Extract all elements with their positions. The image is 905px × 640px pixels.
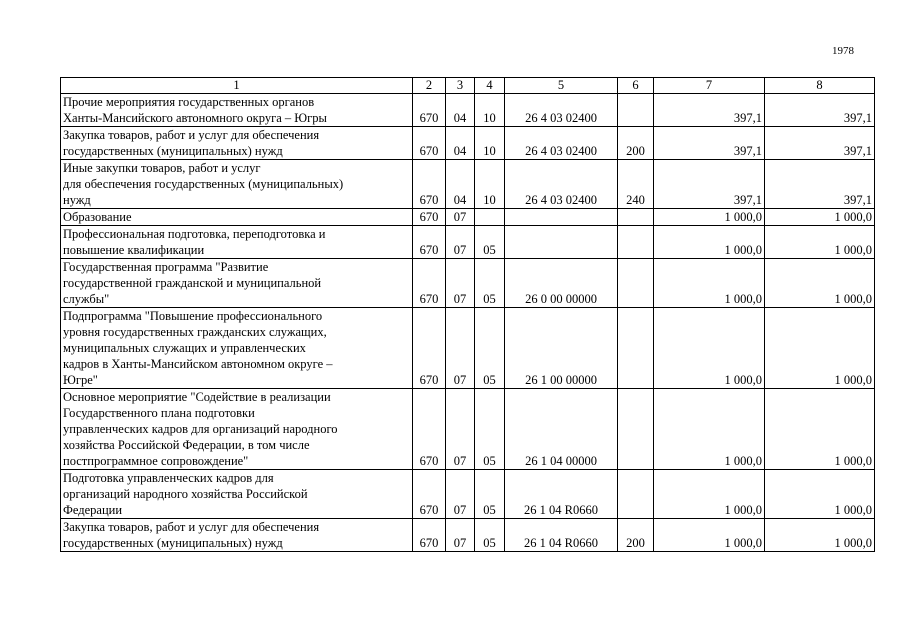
cell-name-line: Прочие мероприятия государственных органов (63, 95, 315, 109)
cell-subsection: 05 (475, 389, 505, 470)
cell-name-line: повышение квалификации (63, 243, 205, 257)
cell-target-article: 26 1 04 R0660 (505, 519, 618, 552)
cell-amount-1: 1 000,0 (654, 389, 765, 470)
cell-ved: 670 (413, 94, 446, 127)
cell-amount-2: 1 000,0 (765, 389, 875, 470)
table-row (61, 259, 875, 308)
cell-expense-type (618, 308, 654, 389)
cell-name-line: кадров в Ханты-Мансийском автономном округе – (63, 357, 333, 371)
cell-name-line: государственных (муниципальных) нужд (63, 536, 283, 550)
cell-amount-2: 397,1 (765, 94, 875, 127)
cell-ved: 670 (413, 470, 446, 519)
cell-name-line: Подпрограмма "Повышение профессионального (63, 309, 323, 323)
table-header-row (61, 78, 875, 94)
cell-amount-2: 1 000,0 (765, 470, 875, 519)
cell-expense-type (618, 470, 654, 519)
cell-name (61, 226, 413, 259)
cell-amount-2: 1 000,0 (765, 308, 875, 389)
cell-section: 07 (446, 308, 475, 389)
cell-amount-2: 397,1 (765, 127, 875, 160)
cell-amount-2: 1 000,0 (765, 519, 875, 552)
cell-target-article (505, 226, 618, 259)
cell-name-line: Федерации (63, 503, 123, 517)
cell-name-line: государственных (муниципальных) нужд (63, 144, 283, 158)
cell-name-line: постпрограммное сопровождение" (63, 454, 249, 468)
cell-expense-type: 200 (618, 127, 654, 160)
cell-ved: 670 (413, 209, 446, 226)
cell-name-line: Ханты-Мансийского автономного округа – Югры (63, 111, 327, 125)
cell-target-article: 26 4 03 02400 (505, 127, 618, 160)
cell-name-line: нужд (63, 193, 91, 207)
cell-amount-1: 397,1 (654, 127, 765, 160)
cell-amount-1: 1 000,0 (654, 519, 765, 552)
cell-amount-2: 397,1 (765, 160, 875, 209)
cell-amount-1: 1 000,0 (654, 470, 765, 519)
cell-amount-2: 1 000,0 (765, 259, 875, 308)
column-header: 3 (446, 78, 475, 94)
cell-name-line: Югре" (63, 373, 98, 387)
cell-subsection: 05 (475, 470, 505, 519)
table-row (61, 226, 875, 259)
cell-target-article: 26 4 03 02400 (505, 94, 618, 127)
column-header: 7 (654, 78, 765, 94)
cell-ved: 670 (413, 226, 446, 259)
cell-name-line: хозяйства Российской Федерации, в том числе (63, 438, 310, 452)
column-header: 8 (765, 78, 875, 94)
cell-section: 07 (446, 209, 475, 226)
cell-expense-type: 240 (618, 160, 654, 209)
cell-target-article (505, 209, 618, 226)
table-row (61, 160, 875, 209)
cell-name-line: Подготовка управленческих кадров для (63, 471, 274, 485)
table-row (61, 127, 875, 160)
cell-expense-type: 200 (618, 519, 654, 552)
cell-name (61, 94, 413, 127)
cell-amount-1: 1 000,0 (654, 209, 765, 226)
cell-target-article: 26 1 00 00000 (505, 308, 618, 389)
cell-subsection: 10 (475, 160, 505, 209)
cell-expense-type (618, 209, 654, 226)
cell-name-line: муниципальных служащих и управленческих (63, 341, 306, 355)
table-row (61, 389, 875, 470)
cell-expense-type (618, 226, 654, 259)
table-row (61, 94, 875, 127)
cell-name-line: организаций народного хозяйства Российской (63, 487, 308, 501)
cell-amount-1: 397,1 (654, 160, 765, 209)
page-number: 1978 (832, 45, 854, 57)
cell-name-line: Закупка товаров, работ и услуг для обеспечения (63, 128, 320, 142)
cell-expense-type (618, 259, 654, 308)
cell-name-line: Профессиональная подготовка, переподготовка и (63, 227, 326, 241)
cell-ved: 670 (413, 127, 446, 160)
cell-amount-1: 1 000,0 (654, 308, 765, 389)
cell-amount-2: 1 000,0 (765, 226, 875, 259)
cell-name (61, 160, 413, 209)
cell-name (61, 389, 413, 470)
cell-target-article: 26 0 00 00000 (505, 259, 618, 308)
table-row (61, 470, 875, 519)
cell-name (61, 308, 413, 389)
cell-ved: 670 (413, 308, 446, 389)
cell-amount-1: 1 000,0 (654, 259, 765, 308)
cell-ved: 670 (413, 519, 446, 552)
column-header: 6 (618, 78, 654, 94)
cell-expense-type (618, 389, 654, 470)
cell-ved: 670 (413, 389, 446, 470)
cell-target-article: 26 4 03 02400 (505, 160, 618, 209)
cell-subsection: 10 (475, 127, 505, 160)
cell-target-article: 26 1 04 00000 (505, 389, 618, 470)
cell-name-line: Иные закупки товаров, работ и услуг (63, 161, 261, 175)
cell-section: 04 (446, 127, 475, 160)
cell-name-line: Образование (63, 210, 132, 224)
column-header: 5 (505, 78, 618, 94)
cell-section: 04 (446, 94, 475, 127)
cell-name-line: для обеспечения государственных (муниципальных) (63, 177, 344, 191)
column-header: 1 (61, 78, 413, 94)
cell-ved: 670 (413, 259, 446, 308)
cell-name-line: уровня государственных гражданских служащих, (63, 325, 327, 339)
cell-target-article: 26 1 04 R0660 (505, 470, 618, 519)
cell-amount-1: 1 000,0 (654, 226, 765, 259)
cell-section: 07 (446, 259, 475, 308)
cell-amount-2: 1 000,0 (765, 209, 875, 226)
cell-name-line: управленческих кадров для организаций народного (63, 422, 338, 436)
cell-amount-1: 397,1 (654, 94, 765, 127)
cell-subsection: 05 (475, 519, 505, 552)
cell-name (61, 127, 413, 160)
cell-ved: 670 (413, 160, 446, 209)
cell-subsection: 05 (475, 226, 505, 259)
cell-name (61, 259, 413, 308)
column-header: 2 (413, 78, 446, 94)
cell-section: 04 (446, 160, 475, 209)
cell-subsection: 10 (475, 94, 505, 127)
cell-name (61, 209, 413, 226)
cell-section: 07 (446, 226, 475, 259)
cell-name-line: Государственная программа "Развитие (63, 260, 269, 274)
cell-section: 07 (446, 389, 475, 470)
cell-subsection: 05 (475, 308, 505, 389)
cell-name-line: государственной гражданской и муниципальной (63, 276, 322, 290)
cell-name-line: Основное мероприятие "Содействие в реализации (63, 390, 331, 404)
cell-name (61, 519, 413, 552)
cell-section: 07 (446, 519, 475, 552)
table-row (61, 209, 875, 226)
cell-expense-type (618, 94, 654, 127)
budget-table (60, 77, 875, 552)
table-row (61, 519, 875, 552)
cell-section: 07 (446, 470, 475, 519)
cell-name-line: службы" (63, 292, 110, 306)
cell-name-line: Государственного плана подготовки (63, 406, 255, 420)
cell-subsection (475, 209, 505, 226)
table-row (61, 308, 875, 389)
cell-name-line: Закупка товаров, работ и услуг для обеспечения (63, 520, 320, 534)
cell-subsection: 05 (475, 259, 505, 308)
column-header: 4 (475, 78, 505, 94)
cell-name (61, 470, 413, 519)
